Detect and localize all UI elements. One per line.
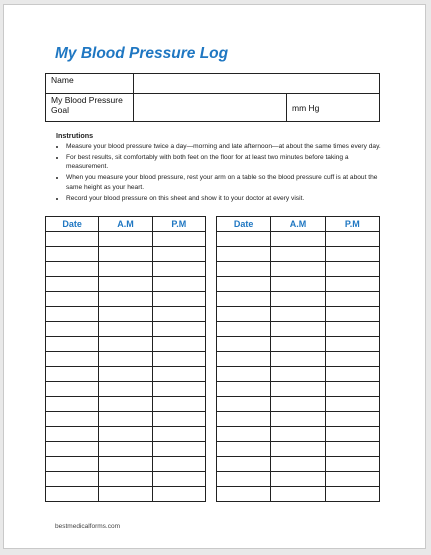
date-cell[interactable] — [217, 442, 271, 457]
am-cell[interactable] — [271, 457, 325, 472]
table-row — [217, 472, 380, 487]
table-row — [217, 232, 380, 247]
am-cell[interactable] — [271, 397, 325, 412]
date-cell[interactable] — [46, 232, 99, 247]
table-row — [46, 397, 206, 412]
name-field[interactable] — [134, 74, 380, 94]
table-row — [217, 307, 380, 322]
table-row — [46, 292, 206, 307]
pm-cell[interactable] — [152, 367, 205, 382]
pm-cell[interactable] — [152, 232, 205, 247]
column-header-am: A.M — [271, 217, 325, 232]
goal-label: My Blood Pressure Goal — [46, 94, 134, 122]
am-cell[interactable] — [99, 292, 152, 307]
pm-cell[interactable] — [325, 367, 379, 382]
am-cell[interactable] — [99, 232, 152, 247]
column-header-date: Date — [217, 217, 271, 232]
am-cell[interactable] — [271, 277, 325, 292]
am-cell[interactable] — [271, 352, 325, 367]
pm-cell[interactable] — [325, 442, 379, 457]
pm-cell[interactable] — [152, 352, 205, 367]
date-cell[interactable] — [46, 397, 99, 412]
am-cell[interactable] — [271, 472, 325, 487]
table-row — [217, 397, 380, 412]
pm-cell[interactable] — [152, 307, 205, 322]
table-row — [46, 442, 206, 457]
pm-cell[interactable] — [152, 472, 205, 487]
am-cell[interactable] — [99, 322, 152, 337]
table-row — [46, 457, 206, 472]
table-row — [217, 352, 380, 367]
date-cell[interactable] — [217, 247, 271, 262]
date-cell[interactable] — [46, 472, 99, 487]
date-cell[interactable] — [217, 322, 271, 337]
am-cell[interactable] — [271, 232, 325, 247]
am-cell[interactable] — [99, 337, 152, 352]
instruction-item: • Measure your blood pressure twice a day—morning and late afternoon—at about the same times every day. — [66, 142, 381, 152]
pm-cell[interactable] — [325, 382, 379, 397]
table-row — [217, 457, 380, 472]
table-row — [46, 277, 206, 292]
am-cell[interactable] — [271, 442, 325, 457]
pm-cell[interactable] — [152, 277, 205, 292]
am-cell[interactable] — [271, 322, 325, 337]
pm-cell[interactable] — [152, 337, 205, 352]
am-cell[interactable] — [99, 367, 152, 382]
instruction-item: • Record your blood pressure on this sheet and show it to your doctor at every visit. — [66, 194, 381, 204]
pm-cell[interactable] — [325, 292, 379, 307]
table-row — [217, 277, 380, 292]
footer-source: bestmedicalforms.com — [55, 523, 121, 530]
table-row — [217, 382, 380, 397]
am-cell[interactable] — [271, 382, 325, 397]
am-cell[interactable] — [99, 427, 152, 442]
date-cell[interactable] — [217, 472, 271, 487]
date-cell[interactable] — [46, 367, 99, 382]
date-cell[interactable] — [46, 457, 99, 472]
am-cell[interactable] — [271, 487, 325, 502]
table-row — [217, 367, 380, 382]
am-cell[interactable] — [99, 247, 152, 262]
am-cell[interactable] — [271, 367, 325, 382]
am-cell[interactable] — [99, 487, 152, 502]
pm-cell[interactable] — [152, 397, 205, 412]
date-cell[interactable] — [217, 232, 271, 247]
pm-cell[interactable] — [325, 247, 379, 262]
am-cell[interactable] — [271, 247, 325, 262]
pm-cell[interactable] — [325, 277, 379, 292]
name-label: Name — [46, 74, 134, 94]
instructions-section — [56, 131, 381, 205]
pm-cell[interactable] — [152, 442, 205, 457]
goal-field[interactable] — [134, 94, 287, 122]
date-cell[interactable] — [46, 442, 99, 457]
am-cell[interactable] — [271, 307, 325, 322]
table-row — [46, 247, 206, 262]
am-cell[interactable] — [99, 262, 152, 277]
pm-cell[interactable] — [152, 292, 205, 307]
am-cell[interactable] — [271, 427, 325, 442]
date-cell[interactable] — [217, 427, 271, 442]
table-row — [217, 442, 380, 457]
log-body-right — [217, 232, 380, 502]
am-cell[interactable] — [99, 457, 152, 472]
patient-info-table — [45, 73, 380, 122]
table-row — [46, 487, 206, 502]
pm-cell[interactable] — [325, 427, 379, 442]
column-header-date: Date — [46, 217, 99, 232]
am-cell[interactable] — [271, 337, 325, 352]
date-cell[interactable] — [46, 427, 99, 442]
instructions-list — [56, 142, 381, 204]
table-row — [217, 292, 380, 307]
table-row — [46, 352, 206, 367]
am-cell[interactable] — [271, 292, 325, 307]
date-cell[interactable] — [217, 292, 271, 307]
pm-cell[interactable] — [152, 457, 205, 472]
goal-unit: mm Hg — [287, 94, 380, 122]
date-cell[interactable] — [217, 487, 271, 502]
date-cell[interactable] — [46, 247, 99, 262]
instructions-heading: Instrutions — [56, 131, 94, 140]
date-cell[interactable] — [46, 277, 99, 292]
pm-cell[interactable] — [152, 262, 205, 277]
date-cell[interactable] — [46, 322, 99, 337]
pm-cell[interactable] — [325, 457, 379, 472]
pm-cell[interactable] — [152, 322, 205, 337]
pm-cell[interactable] — [152, 487, 205, 502]
am-cell[interactable] — [99, 307, 152, 322]
pm-cell[interactable] — [325, 397, 379, 412]
table-row — [46, 367, 206, 382]
date-cell[interactable] — [46, 307, 99, 322]
am-cell[interactable] — [271, 412, 325, 427]
table-row — [46, 232, 206, 247]
pm-cell[interactable] — [325, 487, 379, 502]
table-row — [217, 487, 380, 502]
pm-cell[interactable] — [325, 412, 379, 427]
log-table-right — [216, 216, 380, 502]
table-row — [217, 247, 380, 262]
date-cell[interactable] — [46, 382, 99, 397]
date-cell[interactable] — [217, 352, 271, 367]
pm-cell[interactable] — [325, 307, 379, 322]
date-cell[interactable] — [217, 262, 271, 277]
date-cell[interactable] — [217, 277, 271, 292]
date-cell[interactable] — [46, 412, 99, 427]
table-row — [46, 337, 206, 352]
pm-cell[interactable] — [325, 472, 379, 487]
am-cell[interactable] — [99, 472, 152, 487]
pm-cell[interactable] — [325, 352, 379, 367]
instruction-item: • For best results, sit comfortably with both feet on the floor for at least two minutes before taking a measurement. — [66, 153, 381, 172]
date-cell[interactable] — [46, 262, 99, 277]
am-cell[interactable] — [99, 412, 152, 427]
table-row — [46, 262, 206, 277]
table-row — [217, 427, 380, 442]
am-cell[interactable] — [99, 397, 152, 412]
date-cell[interactable] — [46, 352, 99, 367]
am-cell[interactable] — [271, 262, 325, 277]
date-cell[interactable] — [217, 382, 271, 397]
column-header-pm: P.M — [325, 217, 379, 232]
date-cell[interactable] — [217, 412, 271, 427]
table-row — [217, 337, 380, 352]
date-cell[interactable] — [46, 487, 99, 502]
am-cell[interactable] — [99, 352, 152, 367]
date-cell[interactable] — [46, 292, 99, 307]
pm-cell[interactable] — [325, 262, 379, 277]
table-row — [217, 262, 380, 277]
table-row — [217, 322, 380, 337]
form-page — [3, 4, 426, 549]
table-row — [46, 322, 206, 337]
date-cell[interactable] — [217, 397, 271, 412]
column-header-am: A.M — [99, 217, 152, 232]
log-body-left — [46, 232, 206, 502]
table-row — [46, 307, 206, 322]
column-header-pm: P.M — [152, 217, 205, 232]
pm-cell[interactable] — [325, 232, 379, 247]
table-row — [46, 382, 206, 397]
table-row — [217, 412, 380, 427]
table-row — [46, 472, 206, 487]
date-cell[interactable] — [217, 367, 271, 382]
am-cell[interactable] — [99, 382, 152, 397]
pm-cell[interactable] — [152, 412, 205, 427]
instruction-item: • When you measure your blood pressure, rest your arm on a table so the blood pressure cuff is at about the same height as your heart. — [66, 173, 381, 192]
page-title: My Blood Pressure Log — [55, 45, 229, 62]
am-cell[interactable] — [99, 277, 152, 292]
table-row — [46, 427, 206, 442]
pm-cell[interactable] — [152, 382, 205, 397]
pm-cell[interactable] — [152, 247, 205, 262]
date-cell[interactable] — [46, 337, 99, 352]
log-table-left — [45, 216, 206, 502]
date-cell[interactable] — [217, 457, 271, 472]
pm-cell[interactable] — [152, 427, 205, 442]
date-cell[interactable] — [217, 337, 271, 352]
date-cell[interactable] — [217, 307, 271, 322]
pm-cell[interactable] — [325, 322, 379, 337]
table-row — [46, 412, 206, 427]
am-cell[interactable] — [99, 442, 152, 457]
pm-cell[interactable] — [325, 337, 379, 352]
